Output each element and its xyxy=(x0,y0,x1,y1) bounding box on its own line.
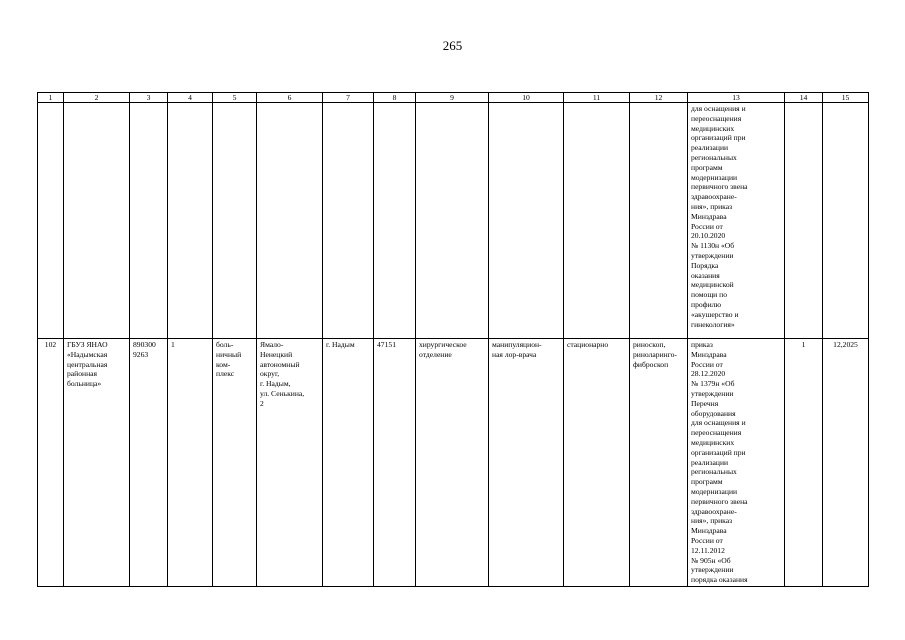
cell-quantity: 1 xyxy=(785,339,823,587)
cell xyxy=(213,103,257,339)
col-header-14: 14 xyxy=(785,93,823,103)
cell-equipment: риноскоп, риноларинго- фиброскоп xyxy=(630,339,688,587)
cell xyxy=(416,103,489,339)
cell-number: 102 xyxy=(38,339,64,587)
cell xyxy=(823,103,869,339)
col-header-3: 3 xyxy=(130,93,168,103)
cell xyxy=(168,103,213,339)
col-header-11: 11 xyxy=(564,93,630,103)
col-header-12: 12 xyxy=(630,93,688,103)
col-header-10: 10 xyxy=(489,93,564,103)
cell-legal-basis: приказ Минздрава России от 28.12.2020 № 1379н «Об утверждении Перечня оборудования для оснащения и переоснащения медицинских организаций при реализации региональных программ модернизации первичного звена здравоохране- ния», приказ Минздрава России от 12.11.2012 № 905н «Об утверждении порядка оказания xyxy=(688,339,785,587)
cell-inn: 890300 9263 xyxy=(130,339,168,587)
cell xyxy=(374,103,416,339)
cell xyxy=(323,103,374,339)
cell xyxy=(564,103,630,339)
col-header-8: 8 xyxy=(374,93,416,103)
cell xyxy=(64,103,130,339)
equipment-table xyxy=(37,92,869,587)
cell xyxy=(130,103,168,339)
cell-date: 12,2025 xyxy=(823,339,869,587)
cell-organization: ГБУЗ ЯНАО «Надымская центральная районная больница» xyxy=(64,339,130,587)
cell-building-type: боль- ничный ком- плекс xyxy=(213,339,257,587)
cell-legal-basis: для оснащения и переоснащения медицинских организаций при реализации региональных программ модернизации первичного звена здравоохране- ния», приказ Минздрава России от 20.10.2020 № 1130н «Об утверждении Порядка оказания медицинской помощи по профилю «акушерство и гинекология» xyxy=(688,103,785,339)
table-row-continuation xyxy=(38,103,869,339)
cell xyxy=(489,103,564,339)
col-header-1: 1 xyxy=(38,93,64,103)
col-header-15: 15 xyxy=(823,93,869,103)
col-header-9: 9 xyxy=(416,93,489,103)
cell-care-form: стационарно xyxy=(564,339,630,587)
header-row xyxy=(38,93,869,103)
col-header-6: 6 xyxy=(257,93,323,103)
cell-col4: 1 xyxy=(168,339,213,587)
table-row-102 xyxy=(38,339,869,587)
cell xyxy=(257,103,323,339)
cell xyxy=(785,103,823,339)
cell-department: хирургическое отделение xyxy=(416,339,489,587)
page-number: 265 xyxy=(442,38,463,53)
cell-code: 47151 xyxy=(374,339,416,587)
col-header-2: 2 xyxy=(64,93,130,103)
col-header-13: 13 xyxy=(688,93,785,103)
col-header-7: 7 xyxy=(323,93,374,103)
cell-address: Ямало- Ненецкий автономный округ, г. Надым, ул. Сенькина, 2 xyxy=(257,339,323,587)
col-header-4: 4 xyxy=(168,93,213,103)
cell-city: г. Надым xyxy=(323,339,374,587)
cell-room: манипуляцион- ная лор-врача xyxy=(489,339,564,587)
cell xyxy=(630,103,688,339)
cell xyxy=(38,103,64,339)
col-header-5: 5 xyxy=(213,93,257,103)
